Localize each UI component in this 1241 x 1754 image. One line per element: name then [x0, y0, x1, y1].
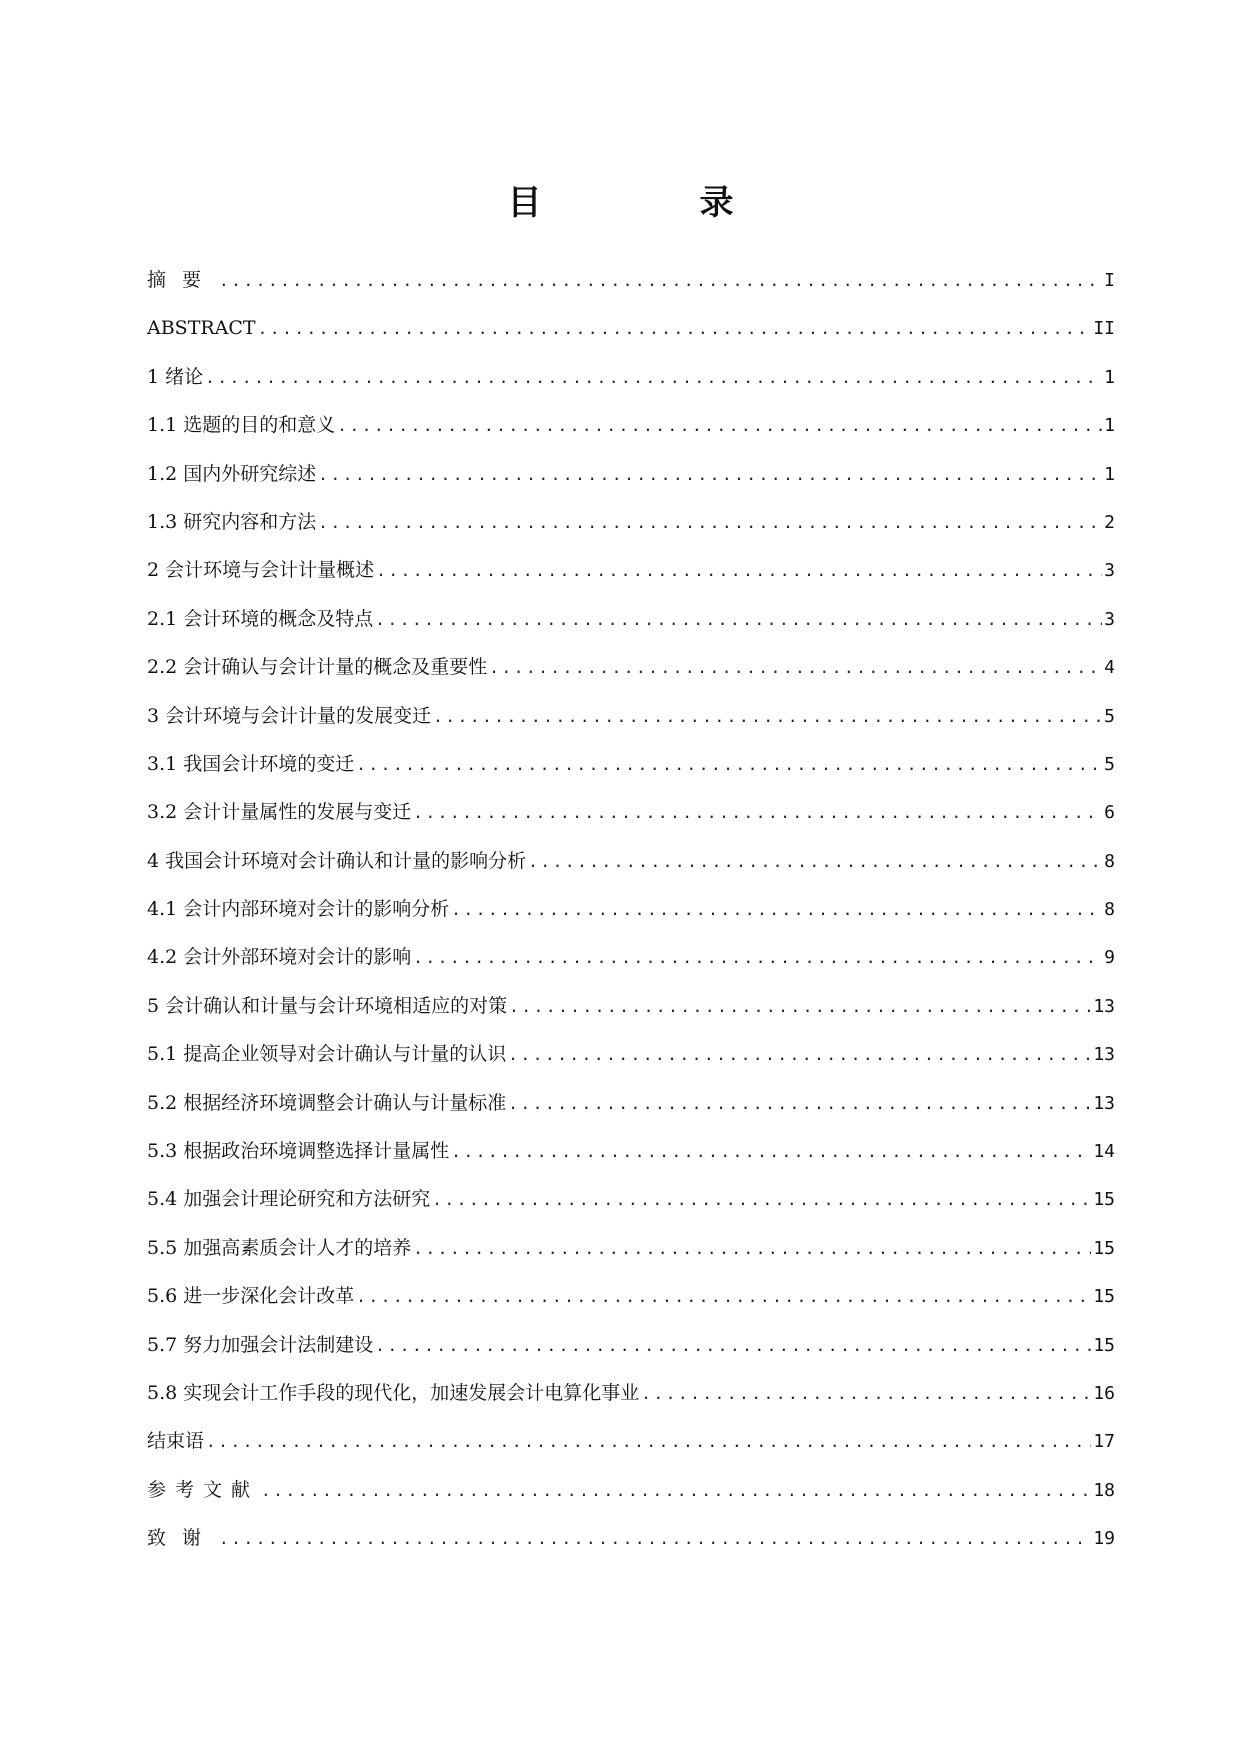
toc-entry[interactable] [147, 266, 1115, 314]
toc-dot-leader [509, 993, 1091, 1021]
toc-entry[interactable] [147, 1524, 1115, 1572]
toc-entry[interactable] [147, 460, 1115, 508]
toc-entry[interactable] [147, 702, 1115, 750]
page-title: 目 录 [507, 182, 796, 223]
toc-entry-page: 13 [1093, 995, 1115, 1017]
toc-entry[interactable] [147, 653, 1115, 701]
toc-entry-page: 5 [1104, 753, 1115, 775]
toc-entry-page: 3 [1104, 608, 1115, 630]
toc-entry-label: 5.1 提高企业领导对会计确认与计量的认识 [147, 1043, 507, 1066]
toc-entry[interactable] [147, 411, 1115, 459]
toc-entry-label: 5.3 根据政治环境调整选择计量属性 [147, 1140, 450, 1163]
toc-entry[interactable] [147, 1234, 1115, 1282]
toc-entry[interactable] [147, 750, 1115, 798]
toc-dot-leader [433, 703, 1102, 731]
toc-entry-page: 19 [1093, 1528, 1115, 1550]
toc-dot-leader [451, 896, 1102, 924]
toc-entry[interactable] [147, 1427, 1115, 1475]
toc-dot-leader [261, 1477, 1091, 1505]
toc-dot-leader [641, 1380, 1091, 1408]
toc-entry-label: 4.2 会计外部环境对会计的影响 [147, 946, 412, 969]
toc-entry[interactable] [147, 847, 1115, 895]
toc-entry-page: 6 [1104, 802, 1115, 824]
toc-dot-leader [413, 1235, 1091, 1263]
toc-dot-leader [219, 1525, 1091, 1553]
toc-dot-leader [413, 944, 1102, 972]
toc-entry[interactable] [147, 1185, 1115, 1233]
toc-entry[interactable] [147, 1476, 1115, 1524]
toc-entry-label: 1.3 研究内容和方法 [147, 510, 317, 533]
toc-dot-leader [318, 461, 1102, 489]
table-of-contents [147, 266, 1115, 1573]
toc-entry-page: 5 [1104, 705, 1115, 727]
toc-entry[interactable] [147, 314, 1115, 362]
toc-dot-leader [432, 1186, 1091, 1214]
toc-dot-leader [528, 848, 1102, 876]
toc-entry-label: 3.1 我国会计环境的变迁 [147, 752, 355, 775]
toc-dot-leader [205, 364, 1102, 392]
toc-entry-page: I [1104, 270, 1115, 291]
toc-dot-leader [356, 751, 1102, 779]
toc-dot-leader [375, 606, 1102, 634]
toc-entry-label: 4 我国会计环境对会计确认和计量的影响分析 [147, 849, 527, 872]
toc-entry-page: 15 [1093, 1189, 1115, 1211]
toc-entry-label: 参考文献 [147, 1478, 260, 1501]
toc-entry[interactable] [147, 1040, 1115, 1088]
toc-entry-label: 2 会计环境与会计计量概述 [147, 559, 375, 582]
toc-dot-leader [337, 412, 1102, 440]
toc-dot-leader [508, 1041, 1091, 1069]
toc-entry-page: 15 [1093, 1237, 1115, 1259]
toc-entry-label: 4.1 会计内部环境对会计的影响分析 [147, 898, 450, 921]
toc-entry-label: 2.2 会计确认与会计计量的概念及重要性 [147, 656, 488, 679]
toc-dot-leader [258, 315, 1092, 343]
toc-entry-page: 3 [1104, 560, 1115, 582]
toc-entry-page: 16 [1093, 1382, 1115, 1404]
toc-entry-label: 5.2 根据经济环境调整会计确认与计量标准 [147, 1091, 507, 1114]
toc-dot-leader [375, 1332, 1091, 1360]
toc-entry-label: 致谢 [147, 1527, 218, 1550]
toc-entry[interactable] [147, 1137, 1115, 1185]
toc-entry-page: 13 [1093, 1044, 1115, 1066]
toc-entry-label: 2.1 会计环境的概念及特点 [147, 607, 374, 630]
toc-dot-leader [489, 654, 1102, 682]
toc-dot-leader [318, 509, 1102, 537]
toc-entry[interactable] [147, 943, 1115, 991]
toc-entry-page: 8 [1104, 850, 1115, 872]
toc-entry[interactable] [147, 556, 1115, 604]
toc-entry-label: 5.6 进一步深化会计改革 [147, 1285, 355, 1308]
toc-entry-page: 15 [1093, 1286, 1115, 1308]
toc-entry-page: 4 [1104, 657, 1115, 679]
toc-entry-label: 5.5 加强高素质会计人才的培养 [147, 1236, 412, 1259]
toc-entry-label: 1 绪论 [147, 365, 204, 388]
toc-entry-label: 5.7 努力加强会计法制建设 [147, 1333, 374, 1356]
toc-dot-leader [219, 267, 1102, 295]
toc-entry[interactable] [147, 798, 1115, 846]
toc-entry-page: 15 [1093, 1334, 1115, 1356]
toc-entry-page: 1 [1104, 463, 1115, 485]
toc-entry-label: 3 会计环境与会计计量的发展变迁 [147, 704, 432, 727]
toc-entry-page: 14 [1093, 1141, 1115, 1163]
toc-entry[interactable] [147, 1331, 1115, 1379]
toc-entry-page: 1 [1104, 366, 1115, 388]
toc-entry[interactable] [147, 1379, 1115, 1427]
toc-dot-leader [413, 799, 1102, 827]
toc-entry-page: 13 [1093, 1092, 1115, 1114]
toc-entry-page: 9 [1104, 947, 1115, 969]
toc-dot-leader [508, 1090, 1091, 1118]
toc-entry-page: 18 [1093, 1479, 1115, 1501]
toc-dot-leader [376, 557, 1102, 585]
toc-entry-label: 1.1 选题的目的和意义 [147, 414, 336, 437]
toc-entry-label: 5 会计确认和计量与会计环境相适应的对策 [147, 994, 508, 1017]
toc-entry-page: 1 [1104, 415, 1115, 437]
toc-entry[interactable] [147, 1089, 1115, 1137]
toc-entry-label: 3.2 会计计量属性的发展与变迁 [147, 801, 412, 824]
toc-entry-label: 5.8 实现会计工作手段的现代化，加速发展会计电算化事业 [147, 1381, 640, 1404]
toc-entry[interactable] [147, 1282, 1115, 1330]
toc-entry[interactable] [147, 605, 1115, 653]
toc-entry[interactable] [147, 363, 1115, 411]
toc-entry[interactable] [147, 895, 1115, 943]
toc-entry[interactable] [147, 992, 1115, 1040]
toc-entry-page: 8 [1104, 899, 1115, 921]
toc-dot-leader [356, 1283, 1091, 1311]
toc-entry-page: 2 [1104, 511, 1115, 533]
toc-entry-label: 结束语 [147, 1430, 205, 1453]
toc-entry-label: 1.2 国内外研究综述 [147, 462, 317, 485]
toc-entry-page: II [1093, 318, 1115, 340]
toc-dot-leader [451, 1138, 1091, 1166]
toc-entry-page: 17 [1093, 1431, 1115, 1453]
toc-entry-label: ABSTRACT [147, 317, 256, 340]
toc-dot-leader [206, 1428, 1091, 1456]
toc-entry-label: 5.4 加强会计理论研究和方法研究 [147, 1188, 431, 1211]
toc-entry-label: 摘要 [147, 269, 218, 291]
toc-entry[interactable] [147, 508, 1115, 556]
